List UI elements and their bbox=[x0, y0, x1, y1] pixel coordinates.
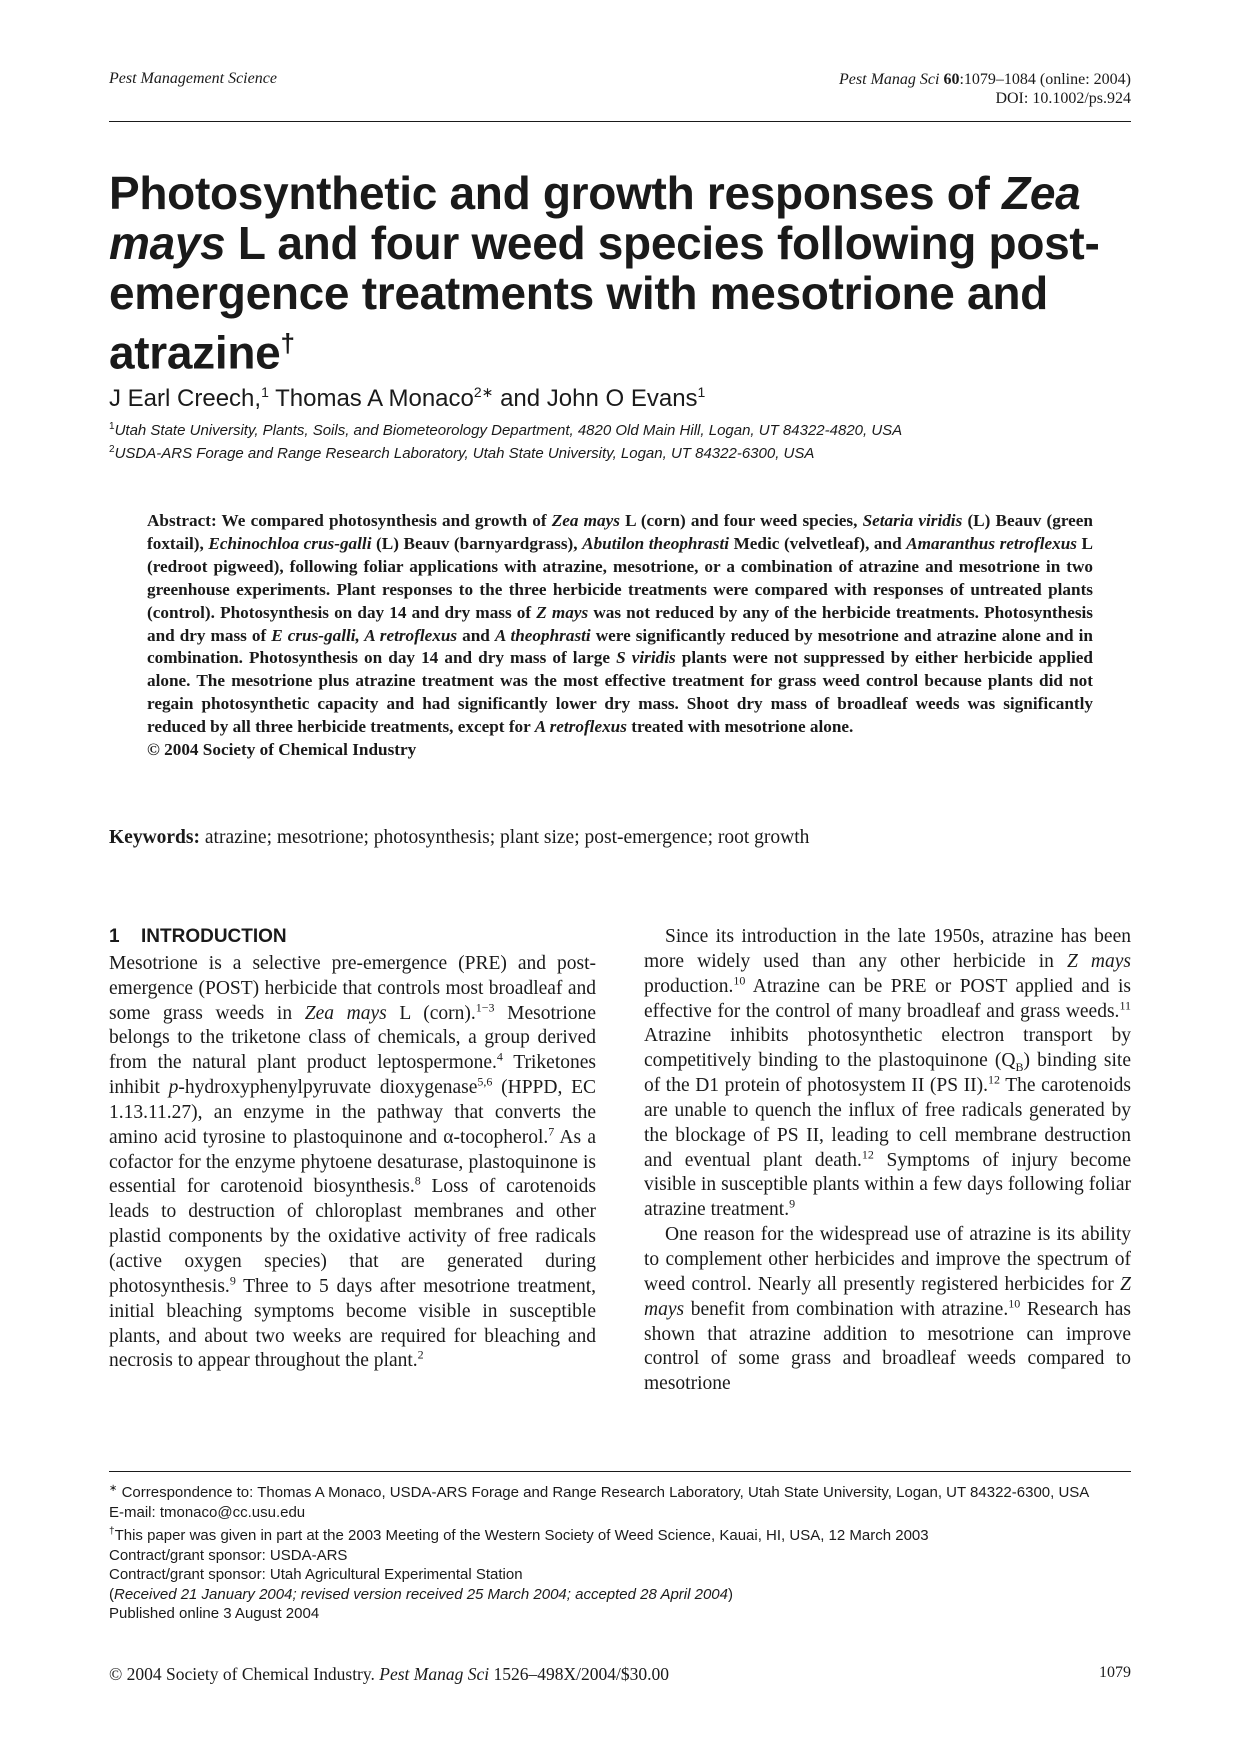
footer-journal: Pest Manag Sci bbox=[379, 1664, 490, 1684]
section-title: INTRODUCTION bbox=[141, 926, 287, 947]
affiliation-text: Utah State University, Plants, Soils, and Biometeorology Department, 4820 Old Main Hill, Logan, UT 84322-4820, USA bbox=[114, 422, 903, 439]
author-sup: 1 bbox=[697, 384, 706, 400]
author-name: J Earl Creech, bbox=[109, 385, 262, 412]
title-dagger: † bbox=[280, 328, 295, 358]
email: E-mail: tmonaco@cc.usu.edu bbox=[109, 1503, 306, 1521]
sponsor-note: Contract/grant sponsor: USDA-ARS bbox=[109, 1546, 348, 1564]
header-rule bbox=[109, 121, 1131, 122]
author-name: and John O Evans bbox=[493, 385, 698, 412]
footer-copyright bbox=[109, 1664, 669, 1685]
section-heading bbox=[109, 925, 596, 950]
affiliation-sup: 2 bbox=[109, 444, 115, 455]
journal-name: Pest Management Science bbox=[109, 70, 277, 87]
title-part1: Photosynthetic and growth responses of bbox=[109, 167, 1003, 219]
doi: DOI: 10.1002/ps.924 bbox=[995, 90, 1131, 107]
footer-copyright-text: © 2004 Society of Chemical Industry. bbox=[109, 1664, 380, 1684]
paper-title bbox=[109, 168, 1131, 377]
page-number: 1079 bbox=[1099, 1664, 1131, 1681]
published-note: Published online 3 August 2004 bbox=[109, 1605, 320, 1622]
intro-paragraph: Mesotrione is a selective pre-emergence (PRE) and post-emergence (POST) herbicide that controls most broadleaf and some grass weeds in Zea mays L (corn).$^{1-3}$ Mesotrione belongs to the triketone class of chemicals, a group derived from the natural plant product leptospermone.$^4$ Triketones inhibit p-hydroxyphenylpyruvate dioxygenase$^{5,6}$ (HPPD, EC 1.13.11.27), an enzyme in the pathway that converts the amino acid tyrosine to plastoquinone and α-tocopherol.$^7$ As a cofactor for the enzyme phytoene desaturase, plastoquinone is essential for carotenoid biosynthesis.$^8$ Loss of carotenoids leads to destruction of chloroplast membranes and other plastid components by the oxidative activity of free radicals (active oxygen species) that are generated during photosynthesis.$^9$ Three to 5 days after mesotrione treatment, initial bleaching symptoms become visible in susceptible plants, and about two weeks are required for bleaching and necrosis to appear throughout the plant.$^2$ bbox=[109, 952, 596, 1372]
author-sup: 1 bbox=[261, 384, 269, 400]
citation-line bbox=[839, 70, 1131, 89]
correspondence-text: Correspondence to: Thomas A Monaco, USDA-ARS Forage and Range Research Laboratory, Utah State University, Logan, UT 84322-6300, USA bbox=[121, 1484, 1090, 1501]
sponsor-note: Contract/grant sponsor: Utah Agricultural Experimental Station bbox=[109, 1566, 523, 1583]
body-paragraph: Since its introduction in the late 1950s, atrazine has been more widely used than any other herbicide in Z mays production.$^{10}$ Atrazine can be PRE or POST applied and is effective for the control of many broadleaf and grass weeds.$^{11}$ Atrazine inhibits photosynthetic electron transport by competitively binding to the plastoquinone $(Q_B)$ binding site of the D1 protein of photosystem II (PS II).$^{12}$ The carotenoids are unable to quench the influx of free radicals generated by the blockage of PS II, leading to cell membrane destruction and eventual plant death.$^{12}$ Symptoms of injury become visible in susceptible plants within a few days following foliar atrazine treatment.$^9$ bbox=[644, 926, 1131, 1221]
dagger-note-text: This paper was given in part at the 2003 Meeting of the Western Society of Weed Science, Kauai, HI, USA, 12 March 2003 bbox=[114, 1527, 929, 1544]
footnotes bbox=[109, 1479, 1131, 1624]
author-list bbox=[109, 384, 705, 413]
dagger-note: †This paper was given in part at the 2003 Meeting of the Western Society of Weed Science, Kauai, HI, USA, 12 March 2003 bbox=[109, 1526, 929, 1544]
correspondence-note: ∗ Correspondence to: Thomas A Monaco, USDA-ARS Forage and Range Research Laboratory, Utah State University, Logan, UT 84322-6300, USA bbox=[109, 1483, 1090, 1501]
right-column bbox=[644, 925, 1131, 1397]
abstract-copyright: © 2004 Society of Chemical Industry bbox=[147, 740, 417, 760]
body-paragraph: One reason for the widespread use of atrazine is its ability to complement other herbicides and improve the spectrum of weed control. Nearly all presently registered herbicides for Z mays benefit from combination with atrazine.$^{10}$ Research has shown that atrazine addition to mesotrione can improve control of some grass and broadleaf weeds compared to mesotrione bbox=[644, 1224, 1131, 1395]
footnote-rule bbox=[109, 1471, 1131, 1472]
affiliation-sup: 1 bbox=[109, 421, 115, 432]
footer-issn: 1526–498X/2004/$30.00 bbox=[489, 1664, 669, 1684]
section-number: 1 bbox=[109, 926, 120, 947]
author-name: Thomas A Monaco bbox=[268, 385, 474, 412]
left-column bbox=[109, 925, 596, 1374]
citation-block bbox=[839, 70, 1131, 108]
title-part2: L and four weed species following post-emergence treatments with mesotrione and atrazine bbox=[109, 217, 1100, 379]
received-text: Received 21 January 2004; revised version received 25 March 2004; accepted 28 April 2004 bbox=[114, 1585, 728, 1603]
title-italic: Zea mays bbox=[109, 167, 1081, 269]
keywords-label: Keywords: bbox=[109, 827, 200, 848]
abstract: Abstract: We compared photosynthesis and growth of Zea mays L (corn) and four weed species, Setaria viridis (L) Beauv (green foxtail), Echinochloa crus-galli (L) Beauv (barnyardgrass), Abutilon theophrasti Medic (velvetleaf), and Amaranthus retroflexus L (redroot pigweed), following foliar applications with atrazine, mesotrione, or a combination of atrazine and mesotrione in two greenhouse experiments. Plant responses to the three herbicide treatments were compared with responses of untreated plants (control). Photosynthesis on day 14 and dry mass of Z mays was not reduced by any of the herbicide treatments. Photosynthesis and dry mass of E crus-galli, A retroflexus and A theophrasti were significantly reduced by mesotrione and atrazine alone and in combination. Photosynthesis on day 14 and dry mass of large S viridis plants were not suppressed by either herbicide applied alone. The mesotrione plus atrazine treatment was the most effective treatment for grass weed control because plants did not regain photosynthetic capacity and had significantly lower dry mass. Shoot dry mass of broadleaf weeds was significantly reduced by all three herbicide treatments, except for A retroflexus treated with mesotrione alone. © 2004 Society of Chemical Industry bbox=[147, 511, 1093, 760]
affiliation-text: USDA-ARS Forage and Range Research Laboratory, Utah State University, Logan, UT 84322-6300, USA bbox=[114, 445, 815, 462]
citation-volume: 60 bbox=[943, 71, 960, 88]
keywords bbox=[109, 827, 809, 849]
citation-pages: :1079–1084 (online: 2004) bbox=[959, 71, 1131, 88]
keywords-text: atrazine; mesotrione; photosynthesis; plant size; post-emergence; root growth bbox=[200, 827, 810, 848]
affiliation bbox=[109, 421, 1131, 439]
received-note: (Received 21 January 2004; revised version received 25 March 2004; accepted 28 April 2004) bbox=[109, 1585, 733, 1603]
affiliation bbox=[109, 444, 1131, 462]
citation-journal: Pest Manag Sci bbox=[839, 71, 940, 88]
author-sup: 2∗ bbox=[473, 384, 494, 400]
